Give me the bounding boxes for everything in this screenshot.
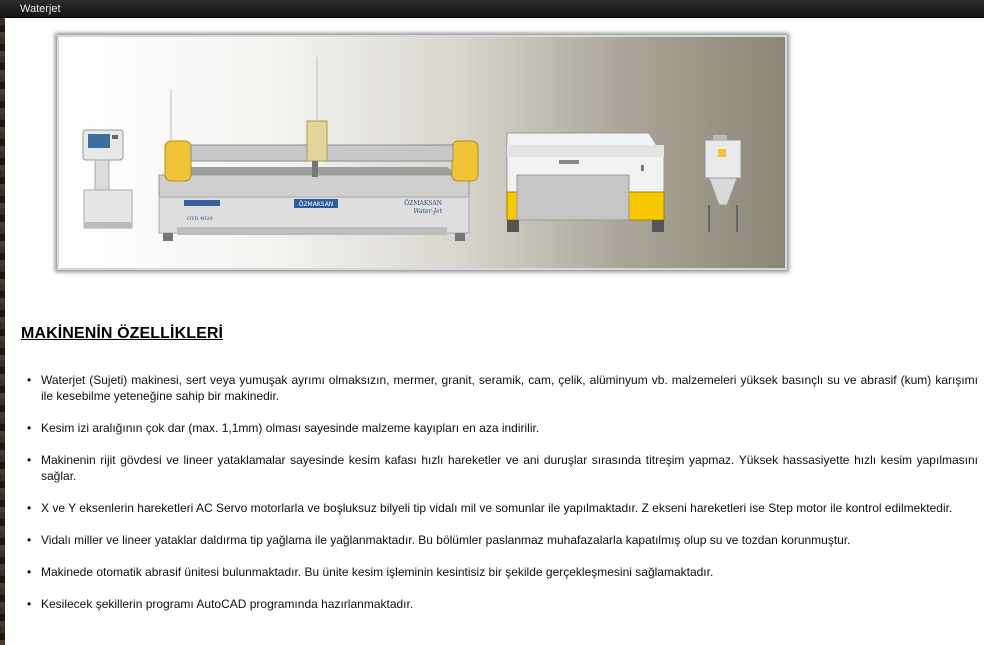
- list-item: [21, 420, 978, 436]
- list-item-text: X ve Y eksenlerin hareketleri AC Servo motorlarla ve boşluksuz bilyeli tip vidalı mil ve somunlar ile yapılmaktadır. Z ekseni hareketleri ise Step motor ile kontrol edilmektedir.: [41, 501, 953, 515]
- list-item-text: Makinede otomatik abrasif ünitesi bulunmaktadır. Bu ünite kesim işleminin kesintisiz bir şekilde gerçekleşmesini sağlamaktadır.: [41, 565, 714, 579]
- bullet-icon: •: [27, 501, 32, 515]
- list-item: [21, 452, 978, 484]
- list-item: [21, 596, 978, 612]
- section-heading: MAKİNENİN ÖZELLİKLERİ: [21, 325, 224, 342]
- machine-logo-line1: ÖZMAKSAN: [404, 200, 442, 207]
- window-title: Waterjet: [20, 3, 61, 15]
- window-titlebar: [0, 0, 984, 18]
- content-area: [5, 18, 984, 645]
- gantry: [165, 57, 478, 181]
- list-item-text: Kesilecek şekillerin programı AutoCAD programında hazırlanmaktadır.: [41, 597, 414, 611]
- machine-logo-line2: Water-Jet: [413, 208, 442, 215]
- panel-logo: ÖZMAKSAN: [298, 201, 334, 208]
- pump-unit: [507, 133, 664, 232]
- features-list: [21, 372, 978, 628]
- list-item-text: Waterjet (Sujeti) makinesi, sert veya yumuşak ayrımı olmaksızın, mermer, granit, seramik, cam, çelik, alüminyum vb. malzemeleri yüksek basınçlı su ve abrasif (kum) karışımı ile kesebilme yeteneğine sahip bir makinedir.: [41, 373, 978, 403]
- bullet-icon: •: [27, 421, 32, 435]
- control-console: [83, 130, 132, 228]
- cutting-table: [159, 167, 469, 241]
- list-item-text: Makinenin rijit gövdesi ve lineer yataklamalar sayesinde kesim kafası hızlı hareketler ve ani duruşlar sırasında titreşim yapmaz. Yüksek hassasiyette hızlı kesim yapılmasını sağlar.: [41, 453, 978, 483]
- list-item: [21, 532, 978, 548]
- bullet-icon: •: [27, 565, 32, 579]
- list-item: [21, 372, 978, 404]
- bullet-icon: •: [27, 597, 32, 611]
- list-item: [21, 500, 978, 516]
- model-label: OYD 4020: [187, 216, 213, 222]
- list-item-text: Vidalı miller ve lineer yataklar daldırma tip yağlama ile yağlanmaktadır. Bu bölümler paslanmaz muhafazalarla kapatılmış olup su ve tozdan korunmuştur.: [41, 533, 851, 547]
- bullet-icon: •: [27, 453, 32, 467]
- list-item: [21, 564, 978, 580]
- list-item-text: Kesim izi aralığının çok dar (max. 1,1mm) olması sayesinde malzeme kayıpları en aza indirilir.: [41, 421, 540, 435]
- bullet-icon: •: [27, 373, 32, 387]
- abrasive-unit: [705, 135, 741, 232]
- bullet-icon: •: [27, 533, 32, 547]
- product-banner-image: [57, 35, 787, 270]
